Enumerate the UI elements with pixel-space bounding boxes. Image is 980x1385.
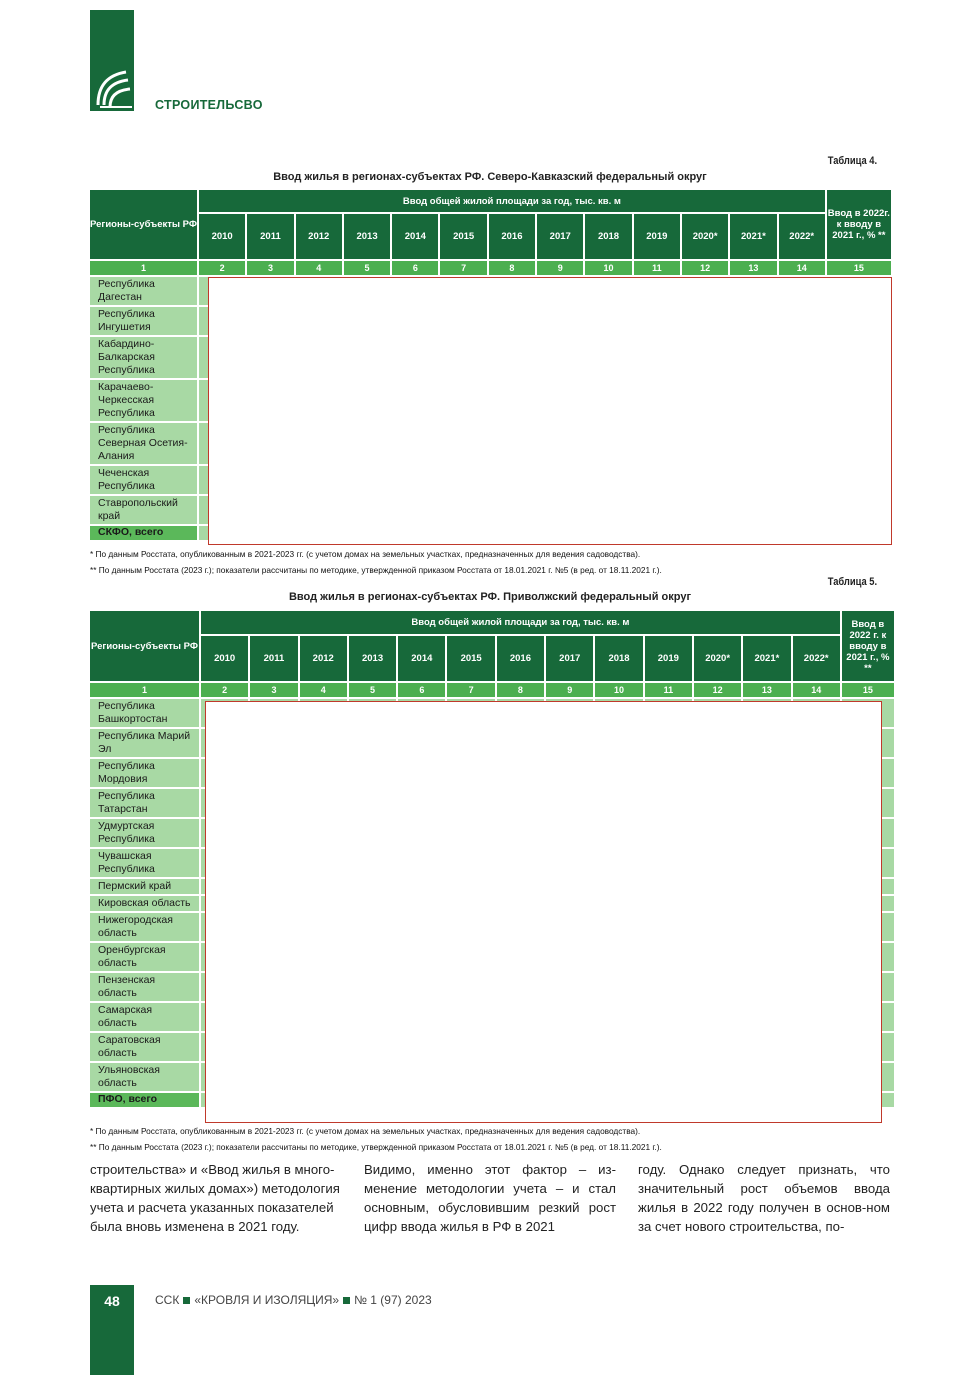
table4-footnote-1: * По данным Росстата, опубликованным в 2021-2023 гг. (с учетом домах на земельных участках, предназначенных для ведения садоводства). [90,549,641,559]
blank-data-area [205,701,882,1123]
header-last: Ввод в 2022г. к вводу в 2021 г., % ** [827,190,891,259]
table4-title: Ввод жилья в регионах-субъектах РФ. Северо-Кавказский федеральный округ [273,171,707,183]
header-last: Ввод в 2022 г. к вводу в 2021 г., % ** [842,611,894,681]
column-number: 13 [730,261,776,275]
table4-label: Таблица 4. [827,155,877,167]
header-year: 2011 [247,214,293,259]
region-name: Республика Дагестан [90,277,197,305]
column-number: 4 [296,261,342,275]
square-bullet-icon [343,1297,350,1304]
body-column-2: Видимо, именно этот фактор – из-менение методологии учета – и стал основным, обусловившим резкий рост цифр ввода жилья в РФ в 2021 [364,1162,616,1234]
column-number: 9 [537,261,583,275]
header-year: 2016 [489,214,535,259]
body-column-1: строительства» и «Ввод жилья в много-квартирных жилых домах») методология учета и расчета указанных показателей была вновь изменена в 2021 году. [90,1162,340,1234]
column-number: 8 [489,261,535,275]
column-number: 11 [645,683,692,697]
header-regions: Регионы-субъекты РФ [90,190,197,259]
header-year: 2015 [440,214,486,259]
column-number: 5 [349,683,396,697]
header-year: 2019 [645,636,692,681]
journal-issue: № 1 (97) 2023 [354,1293,432,1307]
region-name: Республика Башкортостан [90,699,199,727]
journal-footer [155,1293,432,1307]
region-name: Удмуртская Республика [90,819,199,847]
body-column-3: году. Однако следует признать, что значительный рост объемов ввода жилья в 2022 году получен в основ-ном за счет нового строительства, по- [638,1162,890,1234]
region-name: Кировская область [90,896,199,911]
table4-footnote-2: ** По данным Росстата (2023 г.); показатели рассчитаны по методике, утвержденной приказом Росстата от 18.01.2021 г. №5 (в ред. от 18.11.2021 г.). [90,565,662,575]
column-number: 10 [595,683,642,697]
column-number: 10 [585,261,631,275]
region-name: Кабардино-Балкарская Республика [90,337,197,378]
table5-footnote-1: * По данным Росстата, опубликованным в 2021-2023 гг. (с учетом домах на земельных участках, предназначенных для ведения садоводства). [90,1126,641,1136]
header-year: 2022* [779,214,825,259]
table5-label: Таблица 5. [827,576,877,588]
header-year: 2018 [595,636,642,681]
column-number: 14 [793,683,840,697]
total-label: СКФО, всего [90,526,197,540]
region-name: Нижегородская область [90,913,199,941]
total-label: ПФО, всего [90,1093,199,1107]
page-number: 48 [90,1285,134,1375]
column-number: 15 [842,683,894,697]
header-year: 2013 [349,636,396,681]
column-number: 14 [779,261,825,275]
header-year: 2014 [392,214,438,259]
region-name: Оренбургская область [90,943,199,971]
column-number: 13 [743,683,790,697]
region-name: Пензенская область [90,973,199,1001]
column-number: 12 [694,683,741,697]
column-number: 6 [392,261,438,275]
column-number: 2 [201,683,248,697]
region-name: Ставропольский край [90,496,197,524]
journal-title: «КРОВЛЯ И ИЗОЛЯЦИЯ» [194,1293,340,1307]
region-name: Республика Татарстан [90,789,199,817]
header-year: 2020* [694,636,741,681]
column-number: 9 [546,683,593,697]
header-year: 2012 [300,636,347,681]
column-number: 7 [440,261,486,275]
region-name: Чеченская Республика [90,466,197,494]
column-number: 12 [682,261,728,275]
header-year: 2021* [743,636,790,681]
column-number: 5 [344,261,390,275]
column-number: 7 [447,683,494,697]
section-title: СТРОИТЕЛЬСВО [155,98,263,112]
magazine-logo [90,10,134,111]
column-number: 3 [250,683,297,697]
column-number: 8 [497,683,544,697]
header-year: 2018 [585,214,631,259]
column-number: 6 [398,683,445,697]
header-year: 2019 [634,214,680,259]
header-group: Ввод общей жилой площади за год, тыс. кв. м [199,190,825,212]
header-year: 2022* [793,636,840,681]
header-year: 2014 [398,636,445,681]
header-year: 2013 [344,214,390,259]
header-year: 2010 [199,214,245,259]
header-year: 2011 [250,636,297,681]
header-year: 2015 [447,636,494,681]
journal-part: ССК [155,1293,180,1307]
column-number: 2 [199,261,245,275]
column-number: 15 [827,261,891,275]
column-number: 1 [90,683,199,697]
region-name: Самарская область [90,1003,199,1031]
header-year: 2012 [296,214,342,259]
column-number: 11 [634,261,680,275]
header-year: 2017 [546,636,593,681]
region-name: Республика Северная Осетия-Алания [90,423,197,464]
header-year: 2020* [682,214,728,259]
region-name: Карачаево-Черкесская Республика [90,380,197,421]
table5-title: Ввод жилья в регионах-субъектах РФ. Приволжский федеральный округ [288,591,692,603]
header-group: Ввод общей жилой площади за год, тыс. кв. м [201,611,840,634]
header-year: 2021* [730,214,776,259]
region-name: Республика Ингушетия [90,307,197,335]
region-name: Ульяновская область [90,1063,199,1091]
square-bullet-icon [183,1297,190,1304]
blank-data-area [208,277,892,545]
region-name: Пермский край [90,879,199,894]
header-year: 2017 [537,214,583,259]
table5-footnote-2: ** По данным Росстата (2023 г.); показатели рассчитаны по методике, утвержденной приказом Росстата от 18.01.2021 г. №5 (в ред. от 18.11.2021 г.). [90,1142,662,1152]
column-number: 3 [247,261,293,275]
header-year: 2010 [201,636,248,681]
region-name: Республика Мордовия [90,759,199,787]
column-number: 1 [90,261,197,275]
header-year: 2016 [497,636,544,681]
header-regions: Регионы-субъекты РФ [90,611,199,681]
region-name: Чувашская Республика [90,849,199,877]
region-name: Саратовская область [90,1033,199,1061]
region-name: Республика Марий Эл [90,729,199,757]
column-number: 4 [300,683,347,697]
